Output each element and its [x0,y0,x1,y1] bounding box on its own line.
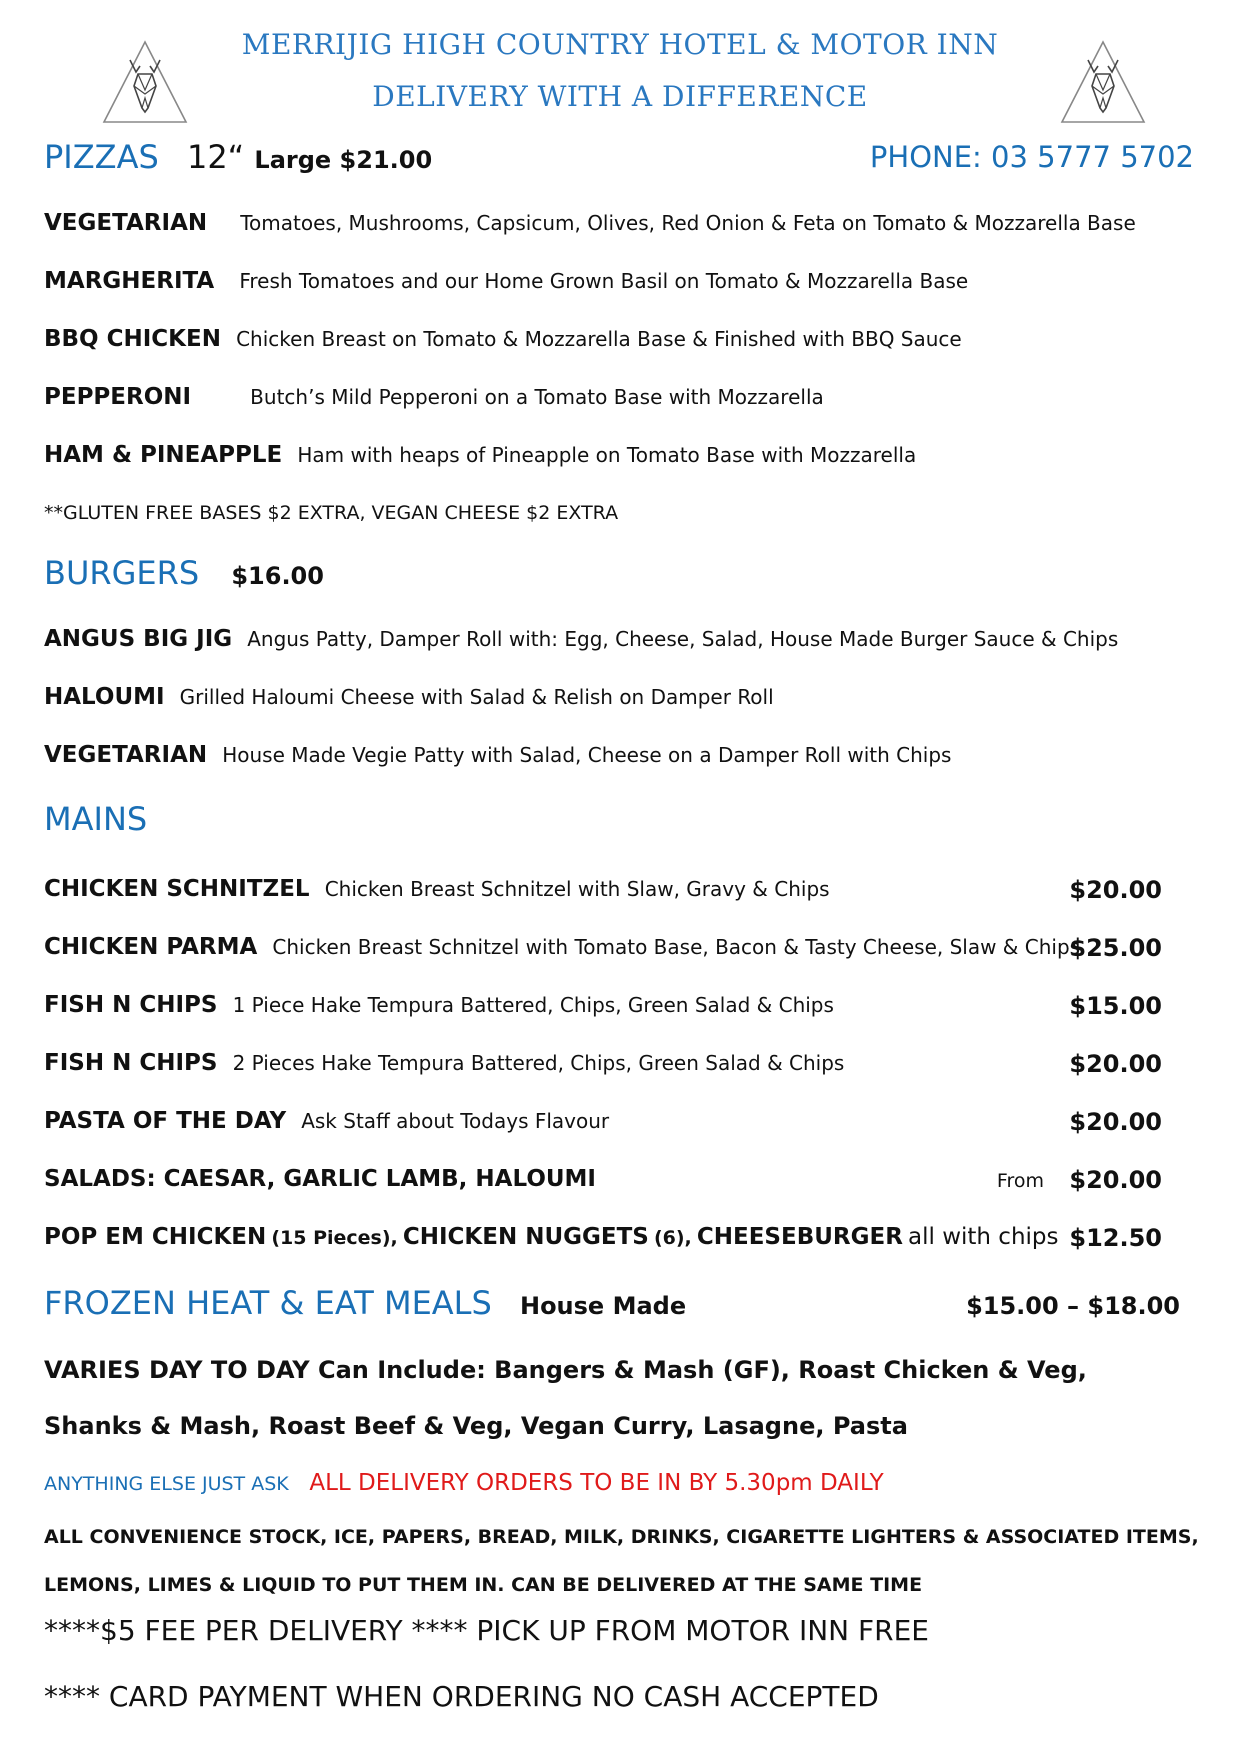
frozen-sub: House Made [519,1292,687,1320]
menu-item [44,934,1194,968]
item-desc: Chicken Breast Schnitzel with Slaw, Gravy & Chips [324,877,830,901]
menu-item [44,268,1194,302]
menu-item [44,1166,1194,1200]
stag-head-triangle-icon [1058,38,1148,128]
item-name: FISH N CHIPS [44,992,218,1018]
item-price: $20.00 [1069,1108,1162,1136]
item-name: PASTA OF THE DAY [44,1108,287,1134]
menu-item [44,684,1194,718]
menu-item [44,1108,1194,1142]
menu-item [44,742,1194,776]
item-price: $25.00 [1069,934,1162,962]
item-desc: Ask Staff about Todays Flavour [301,1109,610,1133]
menu-item [44,210,1194,244]
item-name: SALADS: CAESAR, GARLIC LAMB, HALOUMI [44,1166,596,1192]
menu-item [44,326,1194,360]
item-qty: (15 Pieces), [271,1227,398,1249]
item-desc: Chicken Breast on Tomato & Mozzarella Base & Finished with BBQ Sauce [236,327,962,351]
item-name: PEPPERONI [44,384,192,410]
notice-line [44,1470,884,1496]
pizzas-heading [44,138,432,176]
item-name: POP EM CHICKEN [44,1224,267,1250]
convenience-line-1: ALL CONVENIENCE STOCK, ICE, PAPERS, BREAD, MILK, DRINKS, CIGARETTE LIGHTERS & ASSOCIATED ITEMS, [44,1526,1199,1548]
menu-item [44,1224,1194,1258]
item-price: $20.00 [1069,1166,1162,1194]
item-desc: Grilled Haloumi Cheese with Salad & Relish on Damper Roll [179,685,774,709]
menu-item [44,384,1194,418]
pizza-size: 12“ [186,138,245,176]
pizzas-heading-label: PIZZAS [44,138,159,176]
frozen-heading-label: FROZEN HEAT & EAT MEALS [44,1284,492,1322]
item-name: CHEESEBURGER [696,1224,903,1250]
mains-heading: MAINS [44,800,148,838]
burgers-heading [44,554,324,592]
from-label: From [996,1170,1044,1192]
frozen-line-1: VARIES DAY TO DAY Can Include: Bangers & Mash (GF), Roast Chicken & Veg, [44,1356,1087,1384]
item-name: CHICKEN NUGGETS [402,1224,649,1250]
menu-item [44,442,1194,476]
frozen-price: $15.00 – $18.00 [966,1292,1180,1320]
item-qty: (6), [653,1227,692,1249]
stag-head-triangle-icon [100,38,190,128]
item-name: MARGHERITA [44,268,215,294]
burger-price: $16.00 [231,562,324,590]
item-name: VEGETARIAN [44,210,208,236]
item-desc: Chicken Breast Schnitzel with Tomato Base, Bacon & Tasty Cheese, Slaw & Chips [272,935,1081,959]
item-desc: Tomatoes, Mushrooms, Capsicum, Olives, Red Onion & Feta on Tomato & Mozzarella Base [240,211,1136,235]
item-price: $15.00 [1069,992,1162,1020]
item-desc: 2 Pieces Hake Tempura Battered, Chips, Green Salad & Chips [232,1051,845,1075]
item-price: $12.50 [1069,1224,1162,1252]
item-desc: 1 Piece Hake Tempura Battered, Chips, Green Salad & Chips [232,993,834,1017]
item-name: CHICKEN SCHNITZEL [44,876,310,902]
item-name: FISH N CHIPS [44,1050,218,1076]
delivery-deadline: ALL DELIVERY ORDERS TO BE IN BY 5.30pm DAILY [309,1470,884,1496]
item-desc: House Made Vegie Patty with Salad, Cheese on a Damper Roll with Chips [222,743,952,767]
pizza-price: Large $21.00 [254,146,433,174]
hotel-title: MERRIJIG HIGH COUNTRY HOTEL & MOTOR INN [241,28,999,61]
item-desc: Ham with heaps of Pineapple on Tomato Base with Mozzarella [297,443,917,467]
anything-else-note: ANYTHING ELSE JUST ASK [44,1473,289,1495]
item-name: HALOUMI [44,684,165,710]
menu-item [44,992,1194,1026]
item-name: HAM & PINEAPPLE [44,442,283,468]
item-name: VEGETARIAN [44,742,208,768]
burgers-heading-label: BURGERS [44,554,200,592]
item-price: $20.00 [1069,876,1162,904]
item-desc: Fresh Tomatoes and our Home Grown Basil on Tomato & Mozzarella Base [239,269,969,293]
convenience-line-2: LEMONS, LIMES & LIQUID TO PUT THEM IN. CAN BE DELIVERED AT THE SAME TIME [44,1574,923,1596]
item-desc: all with chips [908,1224,1059,1250]
item-name: ANGUS BIG JIG [44,626,233,652]
gluten-free-note: **GLUTEN FREE BASES $2 EXTRA, VEGAN CHEESE $2 EXTRA [44,502,619,524]
frozen-heading [44,1284,686,1322]
phone-number: PHONE: 03 5777 5702 [869,140,1194,174]
frozen-line-2: Shanks & Mash, Roast Beef & Veg, Vegan Curry, Lasagne, Pasta [44,1412,908,1440]
menu-item [44,626,1194,660]
item-name: BBQ CHICKEN [44,326,221,352]
item-desc: Angus Patty, Damper Roll with: Egg, Cheese, Salad, House Made Burger Sauce & Chips [247,627,1119,651]
menu-item [44,876,1194,910]
delivery-fee: ****$5 FEE PER DELIVERY **** PICK UP FROM MOTOR INN FREE [44,1614,929,1647]
payment-note: **** CARD PAYMENT WHEN ORDERING NO CASH ACCEPTED [44,1680,879,1713]
menu-item [44,1050,1194,1084]
delivery-tagline: DELIVERY WITH A DIFFERENCE [372,80,868,113]
item-desc: Butch’s Mild Pepperoni on a Tomato Base with Mozzarella [250,385,824,409]
item-price: $20.00 [1069,1050,1162,1078]
item-name: CHICKEN PARMA [44,934,258,960]
